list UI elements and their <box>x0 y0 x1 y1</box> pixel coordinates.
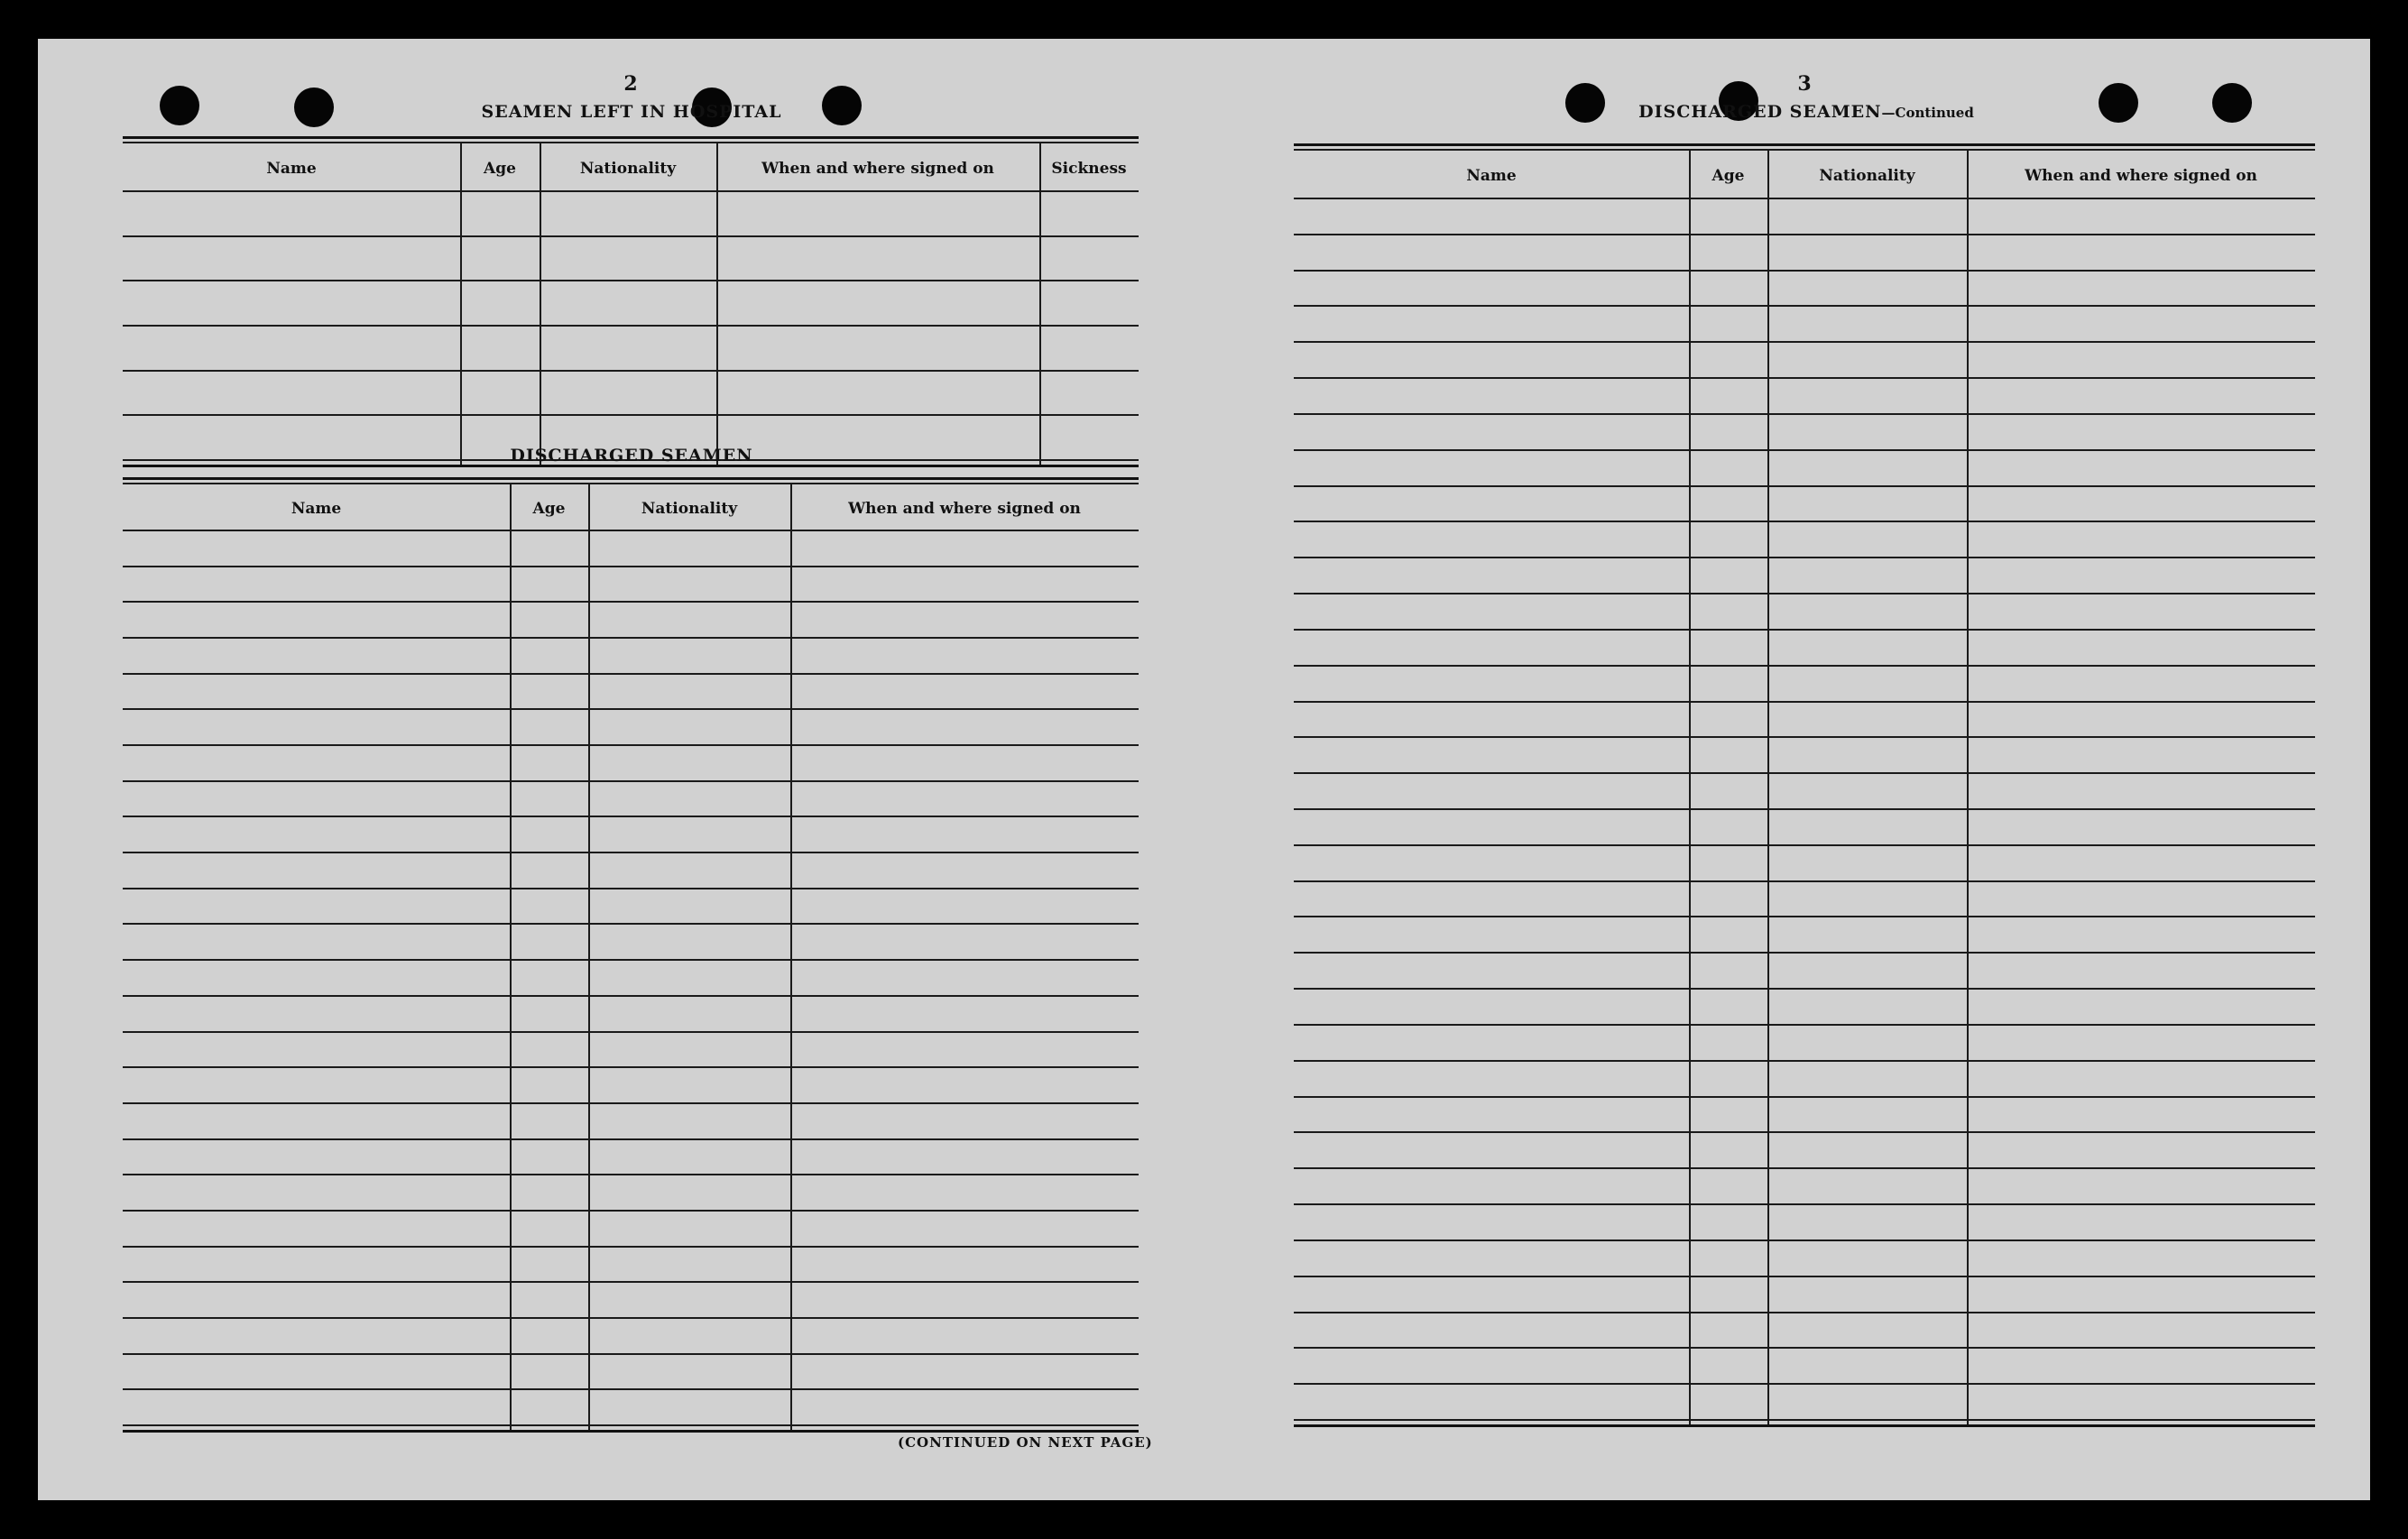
column-header: Name <box>266 160 317 178</box>
table-top-rule <box>123 483 1139 484</box>
table-row-rule <box>1294 1060 2315 1062</box>
table-row-rule <box>123 325 1139 327</box>
table-row-rule <box>123 708 1139 710</box>
table-row-rule <box>1294 198 2315 199</box>
table-bottom-rule <box>123 1430 1139 1433</box>
table-top-rule <box>123 142 1139 143</box>
table-row-rule <box>1294 341 2315 343</box>
table-row-rule <box>123 1424 1139 1426</box>
table-row-rule <box>1294 270 2315 272</box>
table-top-rule <box>1294 149 2315 151</box>
table-row-rule <box>123 1138 1139 1140</box>
section-title-text: DISCHARGED SEAMEN <box>1638 102 1882 122</box>
table-row-rule <box>123 923 1139 925</box>
punch-hole <box>2212 83 2252 123</box>
table-row-rule <box>123 1210 1139 1212</box>
table-row-rule <box>1294 1312 2315 1313</box>
table-row-rule <box>123 888 1139 889</box>
discharged-continued-table <box>1294 143 2315 1428</box>
table-row-rule <box>1294 234 2315 235</box>
hospital-table <box>123 136 1139 468</box>
table-row-rule <box>1294 916 2315 917</box>
table-row-rule <box>1294 1239 2315 1241</box>
table-row-rule <box>123 566 1139 567</box>
page-number-left: 2 <box>623 72 638 96</box>
section-title-discharged-continued <box>1638 102 1974 122</box>
table-row-rule <box>123 1066 1139 1068</box>
column-header: When and where signed on <box>761 160 994 178</box>
table-row-rule <box>1294 880 2315 882</box>
section-title-suffix: —Continued <box>1881 105 1974 121</box>
table-row-rule <box>123 414 1139 416</box>
table-row-rule <box>1294 736 2315 738</box>
continued-note: (CONTINUED ON NEXT PAGE) <box>898 1434 1153 1451</box>
punch-hole <box>822 86 862 125</box>
table-row-rule <box>123 280 1139 281</box>
table-row-rule <box>123 370 1139 372</box>
table-row-rule <box>123 1246 1139 1248</box>
table-row-rule <box>1294 988 2315 990</box>
column-header: Nationality <box>1819 167 1915 185</box>
table-row-rule <box>123 959 1139 961</box>
column-divider <box>510 483 512 1432</box>
table-row-rule <box>1294 665 2315 667</box>
column-header: Age <box>484 160 516 178</box>
column-header: Name <box>1466 167 1517 185</box>
table-row-rule <box>123 1102 1139 1104</box>
table-row-rule <box>1294 305 2315 307</box>
table-row-rule <box>1294 1096 2315 1098</box>
table-row-rule <box>1294 413 2315 415</box>
table-row-rule <box>1294 629 2315 631</box>
table-row-rule <box>1294 557 2315 558</box>
table-row-rule <box>123 673 1139 675</box>
column-header: Age <box>532 500 566 518</box>
table-row-rule <box>1294 593 2315 594</box>
punch-hole <box>160 86 199 125</box>
table-row-rule <box>123 190 1139 192</box>
section-title-discharged: DISCHARGED SEAMEN <box>510 446 753 465</box>
column-divider <box>588 483 590 1432</box>
table-row-rule <box>1294 521 2315 522</box>
table-bottom-rule <box>1294 1424 2315 1427</box>
table-row-rule <box>123 1317 1139 1319</box>
table-row-rule <box>1294 485 2315 487</box>
table-row-rule <box>1294 808 2315 810</box>
table-row-rule <box>1294 1276 2315 1277</box>
table-row-rule <box>123 637 1139 639</box>
table-row-rule <box>1294 1024 2315 1026</box>
punch-hole <box>1565 83 1605 123</box>
column-header: Age <box>1711 167 1745 185</box>
table-top-rule <box>123 477 1139 480</box>
table-row-rule <box>1294 377 2315 379</box>
column-header: When and where signed on <box>2025 167 2257 185</box>
table-row-rule <box>123 235 1139 237</box>
table-row-rule <box>123 780 1139 782</box>
table-row-rule <box>1294 844 2315 846</box>
table-row-rule <box>123 1388 1139 1390</box>
table-row-rule <box>1294 952 2315 954</box>
column-header: Nationality <box>641 500 738 518</box>
column-header: When and where signed on <box>848 500 1081 518</box>
table-row-rule <box>123 601 1139 603</box>
table-row-rule <box>1294 1167 2315 1169</box>
table-row-rule <box>123 852 1139 853</box>
table-top-rule <box>123 136 1139 139</box>
discharged-table <box>123 477 1139 1433</box>
table-row-rule <box>1294 449 2315 451</box>
table-row-rule <box>1294 701 2315 703</box>
column-header: Sickness <box>1051 160 1127 178</box>
column-header: Name <box>291 500 342 518</box>
punch-hole <box>294 88 334 127</box>
table-row-rule <box>1294 1131 2315 1133</box>
punch-hole <box>2099 83 2138 123</box>
table-row-rule <box>123 1031 1139 1033</box>
table-row-rule <box>1294 1347 2315 1349</box>
table-row-rule <box>1294 772 2315 774</box>
table-row-rule <box>123 1174 1139 1175</box>
document-sheet <box>38 39 2370 1500</box>
table-row-rule <box>1294 1203 2315 1205</box>
table-row-rule <box>123 1281 1139 1283</box>
page-number-right: 3 <box>1797 72 1812 96</box>
table-row-rule <box>1294 1419 2315 1421</box>
table-row-rule <box>1294 1383 2315 1385</box>
table-row-rule <box>123 995 1139 997</box>
table-row-rule <box>123 744 1139 746</box>
table-top-rule <box>1294 143 2315 146</box>
column-divider <box>790 483 792 1432</box>
column-header: Nationality <box>579 160 677 178</box>
table-row-rule <box>123 530 1139 531</box>
section-title-hospital: SEAMEN LEFT IN HOSPITAL <box>481 102 782 122</box>
table-row-rule <box>123 816 1139 817</box>
table-row-rule <box>123 1353 1139 1355</box>
